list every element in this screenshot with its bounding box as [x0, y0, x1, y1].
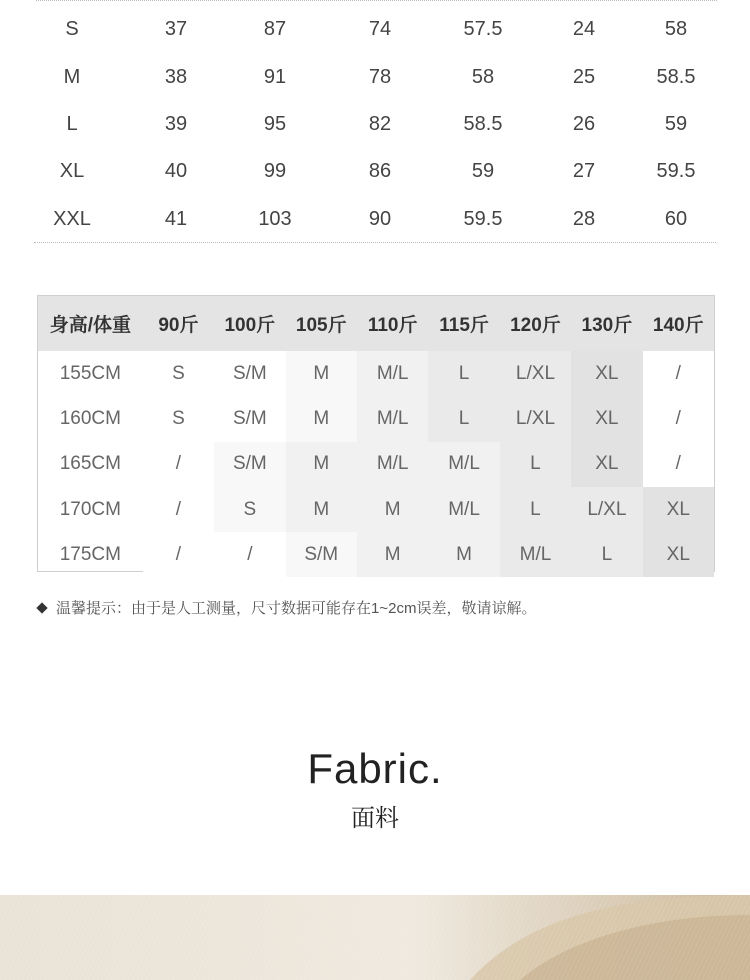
table-cell: L [66, 113, 78, 135]
size-cell: M/L [428, 487, 499, 532]
size-cell: / [643, 442, 714, 487]
table-cell: 40 [164, 160, 188, 182]
size-cell: M [357, 532, 428, 577]
size-cell: L/XL [500, 351, 571, 396]
size-cell: M [428, 532, 499, 577]
size-cell: / [214, 532, 285, 577]
size-cell: M [286, 487, 357, 532]
table-cell: 58 [664, 18, 688, 40]
header-cell: 115斤 [439, 315, 489, 336]
header-cell: 身高/体重 [49, 315, 131, 336]
diamond-bullet-icon [36, 602, 47, 613]
table-cell: 37 [164, 18, 188, 40]
header-cell: 140斤 [652, 315, 704, 336]
table-row [20, 148, 733, 195]
height-cell: 155CM [59, 362, 121, 384]
table-cell: 27 [572, 160, 596, 182]
size-cell: / [143, 487, 214, 532]
size-cell: S/M [286, 532, 357, 577]
header-cell: 90斤 [158, 315, 199, 336]
height-cell: 175CM [59, 543, 121, 565]
size-cell: M [286, 396, 357, 441]
size-cell: / [643, 396, 714, 441]
table-cell: 25 [572, 66, 596, 88]
table-cell: 26 [572, 113, 596, 135]
table-cell: XXL [53, 208, 91, 230]
table-cell: 38 [164, 66, 188, 88]
size-cell: S [143, 351, 214, 396]
table-row [20, 101, 733, 148]
table-cell: 74 [368, 18, 392, 40]
table-cell: M [63, 66, 81, 88]
header-cell: 130斤 [581, 315, 633, 336]
table-cell: 59.5 [463, 208, 503, 230]
size-cell: / [143, 442, 214, 487]
table-cell: 59 [664, 113, 688, 135]
size-cell: M [286, 351, 357, 396]
header-cell: 110斤 [367, 315, 418, 336]
size-cell: S/M [214, 396, 285, 441]
table-row [38, 396, 714, 441]
tip-text: 温馨提示：由于是人工测量，尺寸数据可能存在1~2cm误差，敬请谅解。 [56, 600, 537, 617]
table-cell: 103 [258, 208, 292, 230]
size-cell: M [357, 487, 428, 532]
size-cell: / [643, 351, 714, 396]
table-cell: 78 [368, 66, 392, 88]
table-cell: 39 [164, 113, 188, 135]
table-cell: 87 [263, 18, 287, 40]
table-cell: 90 [368, 208, 392, 230]
size-cell: L/XL [571, 487, 642, 532]
fabric-photo [0, 895, 750, 980]
table-cell: 59.5 [656, 160, 696, 182]
table-cell: 59 [471, 160, 495, 182]
header-cell: 105斤 [295, 315, 347, 336]
height-cell: 165CM [59, 453, 121, 475]
size-cell: XL [571, 396, 642, 441]
size-cell: M/L [428, 442, 499, 487]
size-cell: L [571, 532, 642, 577]
table-cell: S [65, 18, 79, 40]
table-row [38, 351, 714, 396]
size-cell: XL [643, 487, 714, 532]
size-cell: L [500, 442, 571, 487]
size-cell: M/L [357, 396, 428, 441]
size-cell: S [214, 487, 285, 532]
table-row [20, 54, 733, 101]
height-cell: 160CM [59, 407, 121, 429]
table-cell: 91 [263, 66, 287, 88]
table-cell: 60 [664, 208, 688, 230]
table-cell: 28 [572, 208, 596, 230]
size-cell: S/M [214, 442, 285, 487]
size-cell: L [428, 351, 499, 396]
height-cell: 170CM [59, 498, 121, 520]
table-cell: 95 [263, 113, 287, 135]
table-cell: XL [59, 160, 85, 182]
table-cell: 41 [164, 208, 188, 230]
table-cell: 58.5 [656, 66, 696, 88]
size-cell: L/XL [500, 396, 571, 441]
size-cell: XL [571, 351, 642, 396]
table-cell: 86 [368, 160, 392, 182]
table-row [20, 196, 733, 243]
size-cell: S/M [214, 351, 285, 396]
measurement-tip [38, 597, 536, 618]
size-cell: XL [571, 442, 642, 487]
table-row [20, 6, 733, 53]
table-cell: 57.5 [463, 18, 503, 40]
size-cell: M [286, 442, 357, 487]
size-cell: M/L [357, 442, 428, 487]
header-cell: 100斤 [224, 315, 276, 336]
size-cell: S [143, 396, 214, 441]
size-cell: L [500, 487, 571, 532]
table-bottom-divider [34, 242, 716, 243]
table-top-divider [36, 0, 717, 1]
table-cell: 58.5 [463, 113, 503, 135]
table-cell: 99 [263, 160, 287, 182]
table-row [38, 442, 714, 487]
size-recommendation-grid [37, 295, 715, 572]
size-cell: / [143, 532, 214, 577]
header-cell: 120斤 [510, 315, 561, 336]
size-cell: L [428, 396, 499, 441]
table-cell: 82 [368, 113, 392, 135]
size-cell: M/L [357, 351, 428, 396]
table-cell: 24 [572, 18, 596, 40]
table-row [38, 487, 714, 532]
size-cell: XL [643, 532, 714, 577]
recommendation-header [38, 296, 714, 351]
size-cell: M/L [500, 532, 571, 577]
section-subtitle: 面料 [351, 805, 399, 832]
table-cell: 58 [471, 66, 495, 88]
section-title: Fabric. [307, 745, 443, 792]
table-row [38, 532, 714, 577]
